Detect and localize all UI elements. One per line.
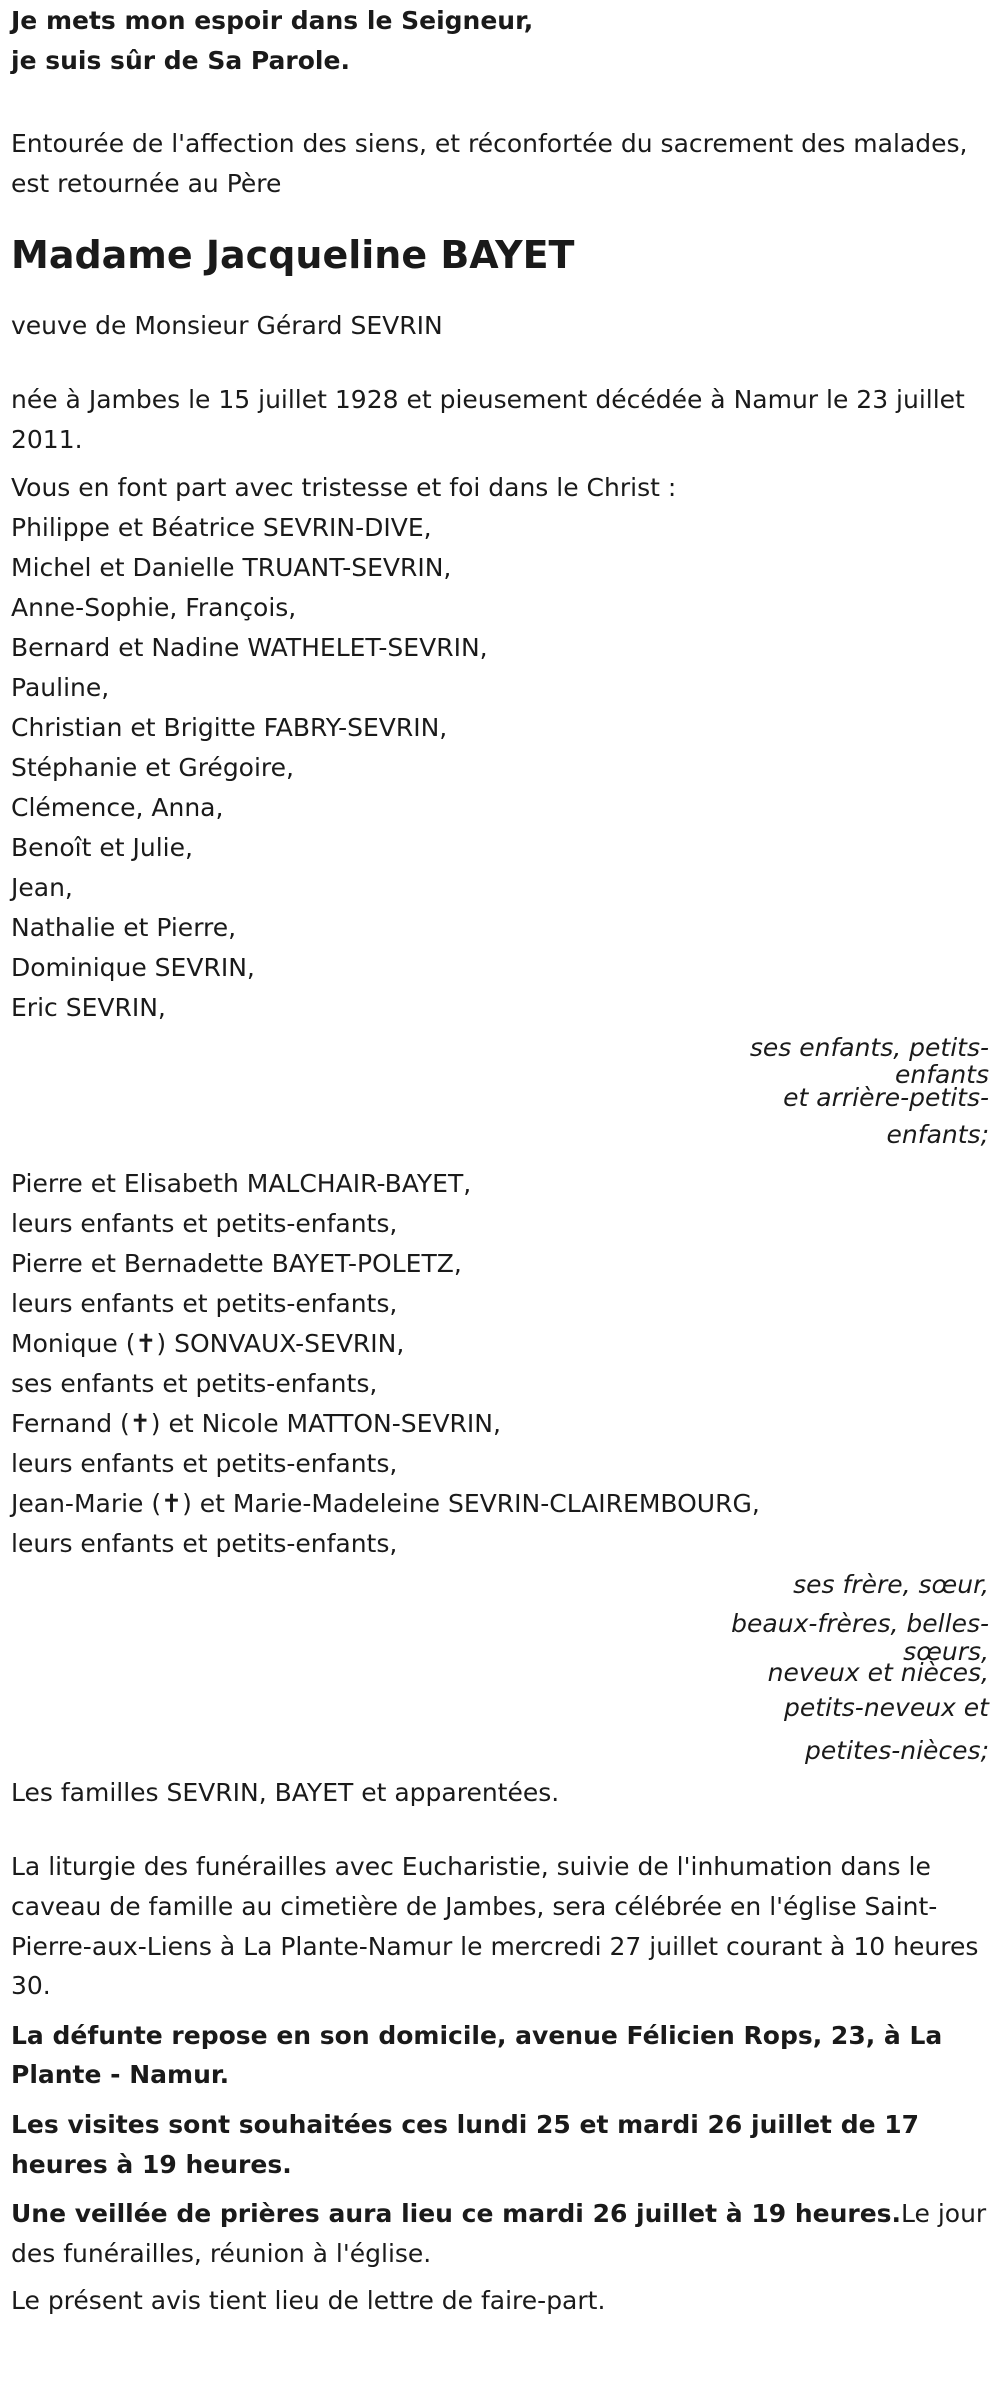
list-item: Monique (✝) SONVAUX-SEVRIN, xyxy=(11,1329,405,1359)
list-item: Fernand (✝) et Nicole MATTON-SEVRIN, xyxy=(11,1409,501,1439)
list-item: Jean-Marie (✝) et Marie-Madeleine SEVRIN-CLAIREMBOURG, xyxy=(11,1489,760,1519)
list-item: Pierre et Elisabeth MALCHAIR-BAYET, xyxy=(11,1169,472,1199)
list-item: Dominique SEVRIN, xyxy=(11,953,255,983)
list-item: Anne-Sophie, François, xyxy=(11,593,297,623)
list-item: leurs enfants et petits-enfants, xyxy=(11,1209,398,1239)
birth-death-text: née à Jambes le 15 juillet 1928 et pieusement décédée à Namur le 23 juillet 2011. xyxy=(11,385,965,454)
intro-text: Entourée de l'affection des siens, et réconfortée du sacrement des malades, est retournée au Père xyxy=(11,129,968,198)
role-line: ses enfants, petits- xyxy=(749,1033,989,1063)
epigraph-line: je suis sûr de Sa Parole. xyxy=(11,46,350,75)
list-item: Michel et Danielle TRUANT-SEVRIN, xyxy=(11,553,452,583)
list-item: leurs enfants et petits-enfants, xyxy=(11,1529,398,1559)
epigraph-line: Je mets mon espoir dans le Seigneur, xyxy=(11,6,534,35)
list-item: Stéphanie et Grégoire, xyxy=(11,753,294,783)
list-item: ses enfants et petits-enfants, xyxy=(11,1369,378,1399)
siblings-list xyxy=(11,1164,989,1564)
list-item: Philippe et Béatrice SEVRIN-DIVE, xyxy=(11,513,432,543)
role-line: ses frère, sœur, xyxy=(793,1570,989,1600)
vigil-bold: Une veillée de prières aura lieu ce mardi 26 juillet à 19 heures. xyxy=(11,2199,902,2229)
vigil-text xyxy=(11,2194,991,2273)
list-item: Benoît et Julie, xyxy=(11,833,193,863)
list-item: Christian et Brigitte FABRY-SEVRIN, xyxy=(11,713,448,743)
deceased-name: Madame Jacqueline BAYET xyxy=(11,233,575,278)
role-line: et arrière-petits- xyxy=(783,1083,989,1113)
visits-text: Les visites sont souhaitées ces lundi 25 et mardi 26 juillet de 17 heures à 19 heures. xyxy=(11,2109,920,2179)
epigraph xyxy=(11,0,989,81)
role-line: neveux et nièces, xyxy=(767,1658,989,1688)
closing-line: Le présent avis tient lieu de lettre de faire-part. xyxy=(11,2286,606,2316)
role-line: sœurs, xyxy=(903,1637,989,1667)
siblings-role xyxy=(11,1564,989,1770)
list-item: leurs enfants et petits-enfants, xyxy=(11,1289,398,1319)
vigil-rest: Le jour des funérailles, réunion à l'église. xyxy=(11,2199,987,2268)
list-item: leurs enfants et petits-enfants, xyxy=(11,1449,398,1479)
list-item: Bernard et Nadine WATHELET-SEVRIN, xyxy=(11,633,488,663)
list-item: Clémence, Anna, xyxy=(11,793,224,823)
list-item: Pierre et Bernadette BAYET-POLETZ, xyxy=(11,1249,462,1279)
role-line: enfants xyxy=(894,1060,989,1090)
families-line: Les familles SEVRIN, BAYET et apparentées. xyxy=(11,1778,560,1808)
list-item: Eric SEVRIN, xyxy=(11,993,166,1023)
children-role xyxy=(11,1030,989,1158)
children-list xyxy=(11,508,989,1028)
widow-line: veuve de Monsieur Gérard SEVRIN xyxy=(11,311,443,341)
list-item: Nathalie et Pierre, xyxy=(11,913,237,943)
role-line: beaux-frères, belles- xyxy=(731,1609,989,1639)
list-item: Pauline, xyxy=(11,673,110,703)
list-item: Jean, xyxy=(11,873,73,903)
liturgy-text: La liturgie des funérailles avec Eucharistie, suivie de l'inhumation dans le caveau de famille au cimetière de Jambes, sera célébrée en l'église Saint-Pierre-aux-Liens à La Plante-Namur le mercredi 27 juillet courant à 10 heures 30. xyxy=(11,1852,979,2001)
repose-text: La défunte repose en son domicile, avenue Félicien Rops, 23, à La Plante - Namur. xyxy=(11,2020,943,2090)
role-line: petits-neveux et xyxy=(783,1693,989,1723)
announcement-line: Vous en font part avec tristesse et foi dans le Christ : xyxy=(11,473,677,503)
role-line: petites-nièces; xyxy=(805,1736,989,1766)
role-line: enfants; xyxy=(886,1120,989,1150)
